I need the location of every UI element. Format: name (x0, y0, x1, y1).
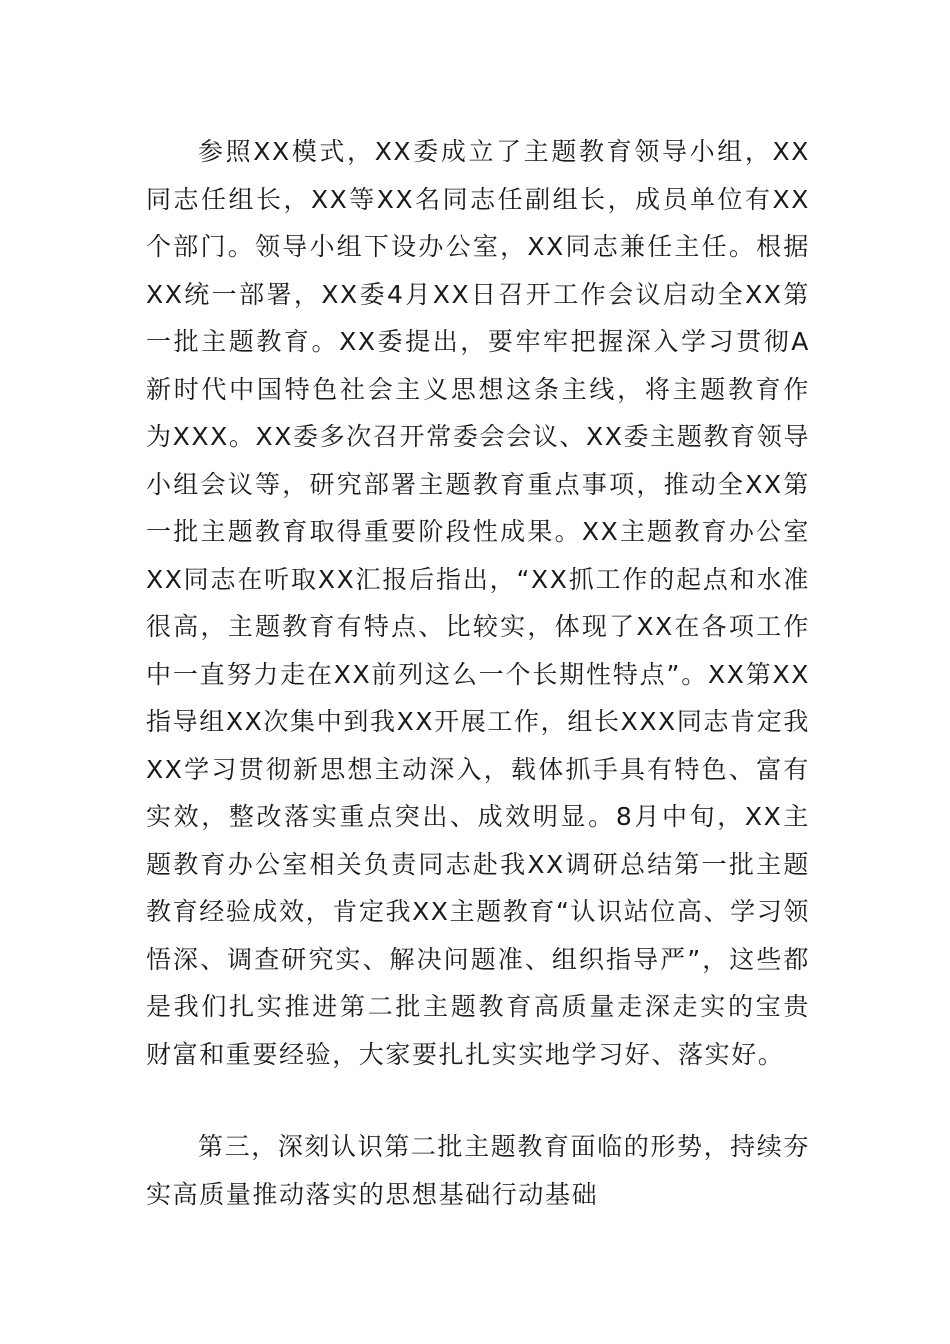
body-paragraph: 参照XX模式，XX委成立了主题教育领导小组，XX同志任组长，XX等XX名同志任副组长，成员单位有XX个部门。领导小组下设办公室，XX同志兼任主任。根据XX统一部署，XX委4月XX日召开工作会议启动全XX第一批主题教育。XX委提出，要牢牢把握深入学习贯彻A新时代中国特色社会主义思想这条主线，将主题教育作为XXX。XX委多次召开常委会会议、XX委主题教育领导小组会议等，研究部署主题教育重点事项，推动全XX第一批主题教育取得重要阶段性成果。XX主题教育办公室XX同志在听取XX汇报后指出，“XX抓工作的起点和水准很高，主题教育有特点、比较实，体现了XX在各项工作中一直努力走在XX前列这么一个长期性特点”。XX第XX指导组XX次集中到我XX开展工作，组长XXX同志肯定我XX学习贯彻新思想主动深入，载体抓手具有特色、富有实效，整改落实重点突出、成效明显。8月中旬，XX主题教育办公室相关负责同志赴我XX调研总结第一批主题教育经验成效，肯定我XX主题教育“认识站位高、学习领悟深、调查研究实、解决问题准、组织指导严”，这些都是我们扎实推进第二批主题教育高质量走深走实的宝贵财富和重要经验，大家要扎扎实实地学习好、落实好。 (146, 137, 810, 1069)
section-heading-paragraph: 第三，深刻认识第二批主题教育面临的形势，持续夯实高质量推动落实的思想基础行动基础 (146, 1132, 810, 1209)
